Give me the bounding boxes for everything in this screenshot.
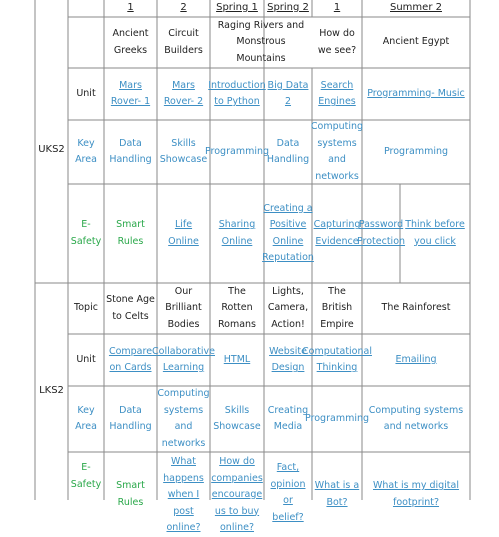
- uks2-esafety-label: E-Safety: [70, 219, 102, 247]
- uks2-unit-autumn-1-link[interactable]: Mars Rover- 1: [110, 79, 151, 107]
- lks2-key-area-spring-2: Creating Media: [267, 404, 309, 432]
- uks2-key-area-summer-2: Programming: [383, 145, 449, 157]
- lks2-esafety-label: E-Safety: [70, 462, 102, 490]
- uks2-key-area-autumn-1: Data Handling: [109, 137, 152, 165]
- phase-lks2: LKS2: [39, 385, 64, 397]
- uks2-topic-autumn-2: Circuit Builders: [164, 28, 203, 56]
- uks2-unit-summer-1-link[interactable]: Search Engines: [318, 79, 356, 107]
- lks2-key-area-autumn-2: Computing systems and networks: [157, 388, 210, 449]
- lks2-topic-summer-2: The Rainforest: [381, 302, 451, 314]
- uks2-topic-summer-2: Ancient Egypt: [382, 36, 450, 48]
- lks2-key-area-label: Key Area: [75, 404, 97, 432]
- header-autumn-2: 2: [180, 1, 187, 13]
- uks2-key-area-label: Key Area: [75, 137, 97, 165]
- header-autumn-1: 1: [127, 1, 134, 13]
- uks2-unit-spring-2-link[interactable]: Big Data 2: [267, 79, 309, 107]
- lks2-unit-autumn-2-link[interactable]: Collaborative Learning: [152, 345, 215, 373]
- uks2-key-area-summer-1: Computing systems and networks: [310, 121, 364, 182]
- uks2-unit-spring-1-link[interactable]: Introduction to Python: [208, 79, 266, 107]
- uks2-topic-autumn-1: Ancient Greeks: [112, 28, 149, 56]
- lks2-esafety-summer-2-link[interactable]: What is my digital footprint?: [372, 480, 459, 508]
- lks2-topic-autumn-2: Our Brilliant Bodies: [165, 285, 202, 330]
- uks2-esafety-spring-1-link[interactable]: Sharing Online: [218, 219, 256, 247]
- uks2-esafety-summer-1-link[interactable]: Capturing Evidence: [313, 219, 361, 247]
- uks2-esafety-summer-2b-link[interactable]: Think before you click: [405, 219, 465, 247]
- lks2-key-area-summer-2: Computing systems and networks: [368, 404, 464, 432]
- uks2-unit-summer-2-link[interactable]: Programming- Music: [367, 87, 465, 99]
- header-summer-2: Summer 2: [390, 1, 442, 13]
- uks2-unit-autumn-2-link[interactable]: Mars Rover- 2: [163, 79, 204, 107]
- lks2-esafety-autumn-2-link[interactable]: What happens when I post online?: [163, 456, 204, 533]
- lks2-topic-spring-2: Lights, Camera, Action!: [267, 285, 309, 330]
- lks2-unit-spring-2-link[interactable]: Website Design: [269, 345, 307, 373]
- uks2-esafety-summer-2a-link[interactable]: Password Protection: [356, 219, 406, 247]
- lks2-topic-label: Topic: [74, 302, 98, 314]
- uks2-topic-summer-1: How do we see?: [317, 28, 357, 56]
- lks2-topic-autumn-1: Stone Age to Celts: [106, 294, 155, 322]
- uks2-topic-spring: Raging Rivers and Monstrous Mountains: [217, 19, 305, 64]
- lks2-unit-summer-1-link[interactable]: Computational Thinking: [302, 345, 372, 373]
- uks2-esafety-autumn-2-link[interactable]: Life Online: [168, 219, 199, 247]
- lks2-esafety-summer-1-link[interactable]: What is a Bot?: [314, 480, 360, 508]
- uks2-unit-label: Unit: [76, 87, 96, 99]
- header-summer-1: 1: [333, 1, 341, 13]
- lks2-unit-autumn-1-link[interactable]: Compare on Cards: [108, 345, 153, 373]
- lks2-unit-label: Unit: [76, 353, 96, 365]
- lks2-key-area-spring-1: Skills Showcase: [213, 404, 261, 432]
- lks2-key-area-autumn-1: Data Handling: [109, 404, 152, 432]
- uks2-key-area-autumn-2: Skills Showcase: [159, 137, 208, 165]
- lks2-key-area-summer-1: Programming: [304, 412, 370, 424]
- lks2-topic-spring-1: The Rotten Romans: [217, 285, 257, 330]
- uks2-esafety-autumn-1: Smart Rules: [116, 219, 145, 247]
- lks2-esafety-autumn-1: Smart Rules: [116, 480, 145, 508]
- phase-uks2: UKS2: [38, 143, 65, 155]
- header-spring-2: Spring 2: [267, 1, 309, 13]
- header-spring-1: Spring 1: [216, 1, 258, 13]
- lks2-esafety-spring-1-link[interactable]: How do companies encourage us to buy online?: [211, 456, 263, 533]
- lks2-unit-spring-1-link[interactable]: HTML: [223, 353, 251, 365]
- uks2-key-area-spring-1: Programming: [204, 145, 270, 157]
- uks2-key-area-spring-2: Data Handling: [266, 137, 310, 165]
- lks2-unit-summer-2-link[interactable]: Emailing: [395, 353, 437, 365]
- lks2-esafety-spring-2-link[interactable]: Fact, opinion or belief?: [270, 462, 306, 523]
- lks2-topic-summer-1: The British Empire: [320, 285, 354, 330]
- uks2-esafety-spring-2-link[interactable]: Creating a Positive Online Reputation: [262, 202, 314, 263]
